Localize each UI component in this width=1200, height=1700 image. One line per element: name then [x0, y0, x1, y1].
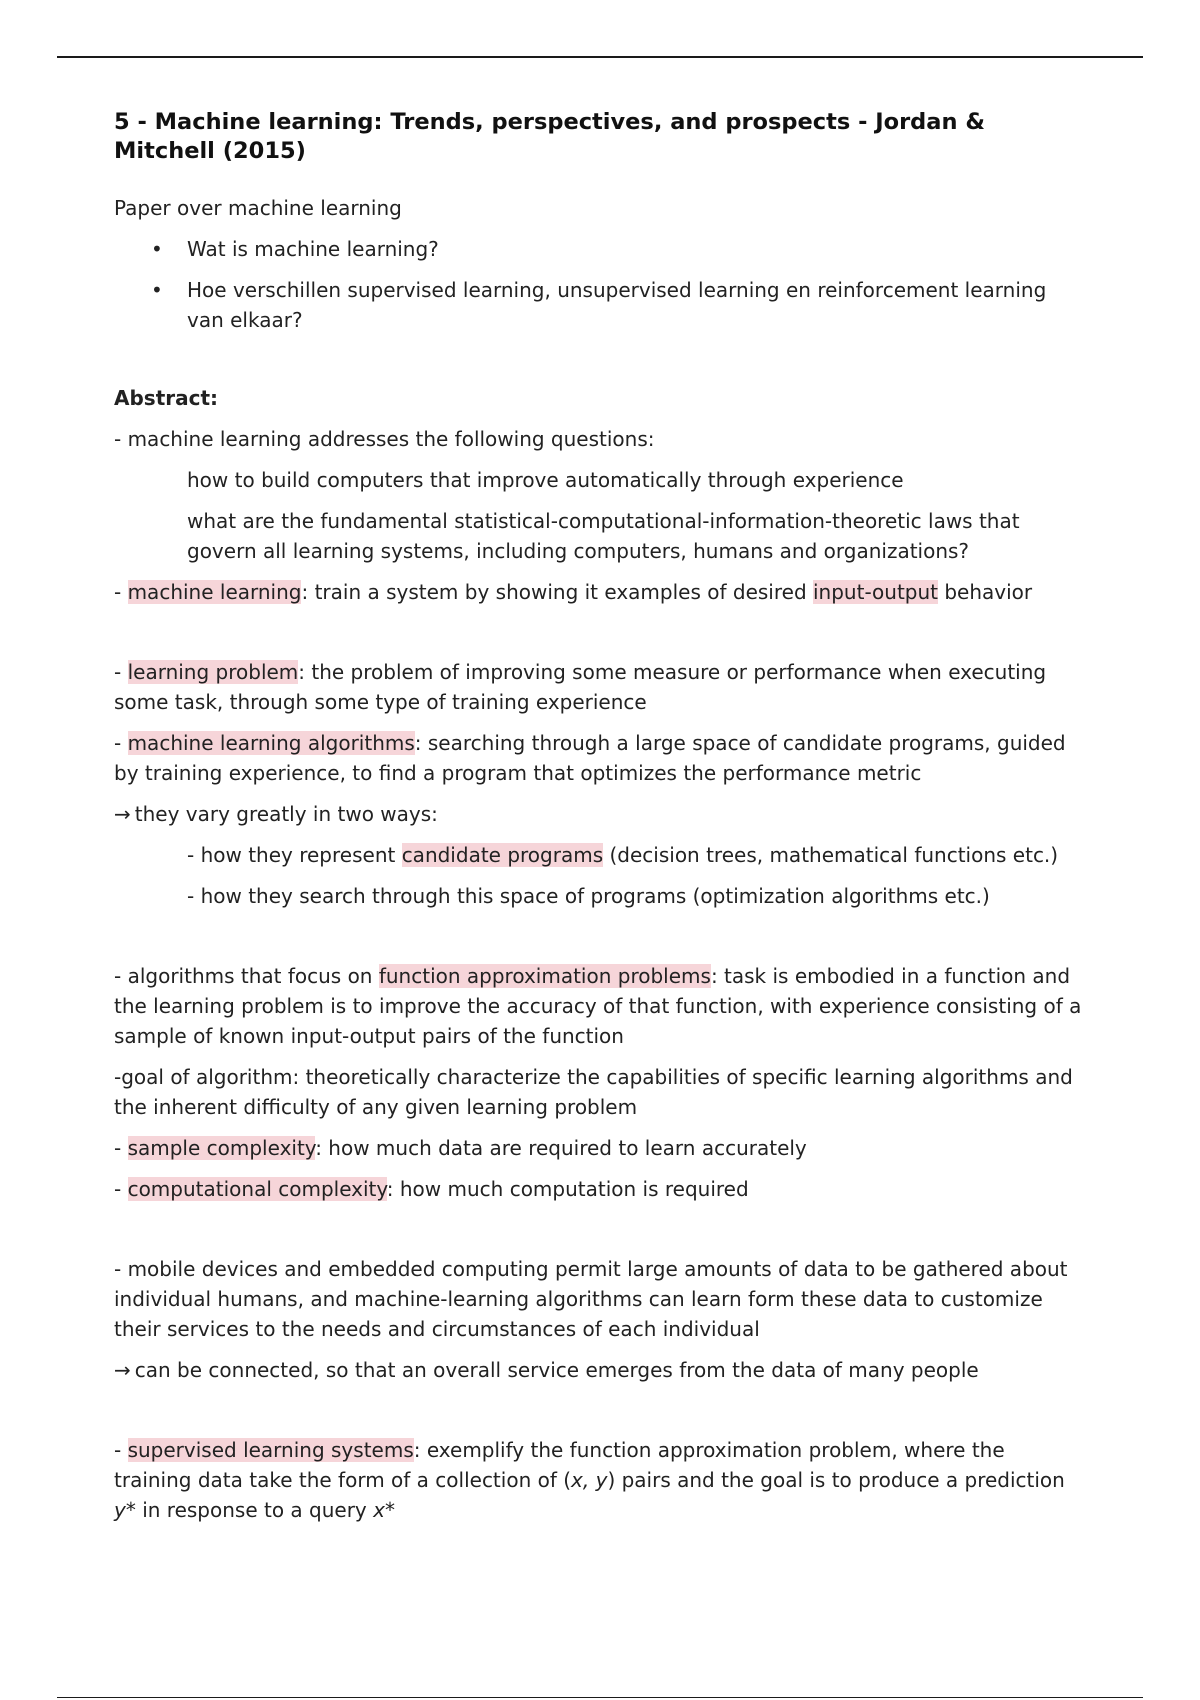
definition-learning-problem: - learning problem: the problem of improving some measure or performance when executing some task, through some type of training experience [114, 660, 1047, 714]
highlight: input-output [813, 580, 938, 604]
vary-text: → they vary greatly in two ways: [114, 802, 438, 826]
arrow-icon: → [114, 1358, 131, 1382]
arrow-icon: → [114, 802, 131, 826]
definition-supervised-learning: - supervised learning systems: exemplify the function approximation problem, where the training data take the form of a collection of (x, y) pairs and the goal is to produce a prediction y* in response to a query x* [114, 1438, 1065, 1522]
highlight: machine learning [127, 580, 302, 604]
vary-item-2: - how they search through this space of programs (optimization algorithms etc.) [187, 884, 990, 908]
document-body [114, 108, 1084, 1536]
page-title: 5 - Machine learning: Trends, perspectives, and prospects - Jordan & Mitchell (2015) [114, 109, 985, 164]
highlight: machine learning algorithms [127, 731, 415, 755]
vary-item-1: - how they represent candidate programs (decision trees, mathematical functions etc.) [187, 843, 1059, 867]
connected-text: → can be connected, so that an overall service emerges from the data of many people [114, 1358, 979, 1382]
bullet-icon: • [151, 278, 163, 302]
highlight: supervised learning systems [127, 1438, 414, 1462]
definition-sample-complexity: - sample complexity: how much data are required to learn accurately [114, 1136, 807, 1160]
definition-computational-complexity: - computational complexity: how much computation is required [114, 1177, 749, 1201]
goal-text: -goal of algorithm: theoretically characterize the capabilities of specific learning algorithms and the inherent difficulty of any given learning problem [114, 1065, 1073, 1119]
abstract-heading: Abstract: [114, 386, 219, 410]
definition-function-approximation: - algorithms that focus on function approximation problems: task is embodied in a function and the learning problem is to improve the accuracy of that function, with experience consisting of a sample of known input-output pairs of the function [114, 964, 1082, 1048]
top-rule [57, 56, 1143, 58]
ml-question-2: what are the fundamental statistical-computational-information-theoretic laws that govern all learning systems, including computers, humans and organizations? [187, 509, 1020, 563]
highlight: function approximation problems [378, 964, 711, 988]
bullet-icon: • [151, 237, 163, 261]
highlight: candidate programs [401, 843, 604, 867]
highlight: sample complexity [127, 1136, 316, 1160]
definition-algorithms: - machine learning algorithms: searching through a large space of candidate programs, guided by training experience, to find a program that optimizes the performance metric [114, 731, 1066, 785]
bottom-rule [57, 1697, 1143, 1698]
highlight: computational complexity [127, 1177, 387, 1201]
intro-text: Paper over machine learning [114, 196, 402, 220]
mobile-text: - mobile devices and embedded computing permit large amounts of data to be gathered about individual humans, and machine-learning algorithms can learn form these data to customize their services to the needs and circumstances of each individual [114, 1257, 1068, 1341]
list-item: • Hoe verschillen supervised learning, unsupervised learning en reinforcement learning van elkaar? [114, 275, 1084, 335]
ml-question-1: how to build computers that improve automatically through experience [187, 468, 904, 492]
definition-machine-learning: - machine learning: train a system by showing it examples of desired input-output behavior [114, 580, 1033, 604]
list-item: • Wat is machine learning? [114, 234, 1084, 264]
highlight: learning problem [127, 660, 299, 684]
ml-addresses-text: - machine learning addresses the following questions: [114, 427, 655, 451]
question-list [114, 234, 1084, 335]
